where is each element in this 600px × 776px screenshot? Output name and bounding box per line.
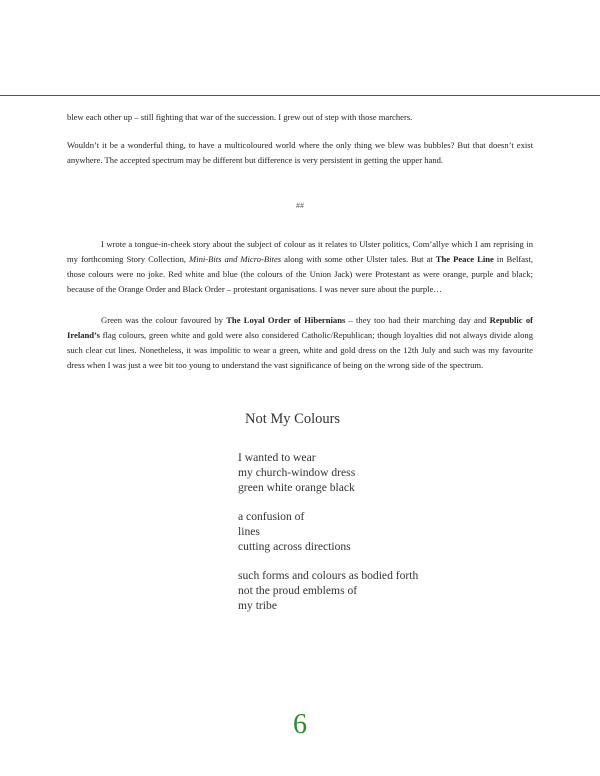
header-rule [0, 95, 600, 96]
hibernians-bold: The Loyal Order of Hibernians [226, 315, 346, 325]
poem-line: a confusion of [238, 510, 305, 524]
book-title-italic: Mini-Bits and Micro-Bites [189, 254, 282, 264]
paragraph-4-text-e: flag colours, green white and gold were also considered Catholic/Republican; though loyalties did not always divide along such clear cut lines. Nonetheless, it was impolitic to wear a green, white and gold dress on the 12th July and such was my favourite dress when I was just a wee bit too young to understand the vast significance of being on the wrong side of the spectrum. [67, 330, 533, 370]
paragraph-3-text-a: I wrote a tongue-in-cheek story about the subject of colour as it relates to Ulster politics, Com’allye which I am reprising in my forthcoming Story Collection, [67, 239, 533, 264]
peace-line-bold: The Peace Line [435, 254, 494, 264]
poem-stanza-1 [238, 451, 418, 495]
section-separator: ## [296, 201, 304, 210]
paragraph-2: Wouldn’t it be a wonderful thing, to have a multicoloured world where the only thing we blew was bubbles? But that doesn’t exist anywhere. The accepted spectrum may be different but difference is very persistent in getting the upper hand. [67, 140, 533, 165]
poem-line: green white orange black [238, 480, 355, 494]
poem-stanza-3 [238, 569, 418, 613]
poem-line: such forms and colours as bodied forth [238, 569, 419, 583]
paragraph-1: blew each other up – still fighting that war of the succession. I grew out of step with those marchers. [67, 112, 413, 122]
poem-title: Not My Colours [245, 411, 341, 427]
poem-line: lines [238, 524, 260, 538]
republic-of-ireland-bold: Republic of Ireland’s [67, 315, 533, 340]
poem-line: cutting across directions [238, 539, 351, 553]
poem-stanza-2 [238, 510, 418, 554]
paragraph-3 [67, 237, 533, 297]
poem-body [238, 451, 418, 629]
paragraph-3-text-e: in Belfast, those colours were no joke. Red white and blue (the colours of the Union Jack) were Protestant as were orange, purple and black; because of the Orange Order and Black Order – protestant organisations. I was never sure about the purple… [67, 254, 533, 294]
poem-line: I wanted to wear [238, 451, 316, 464]
paragraph-4-text-c: – they too had their marching day and [345, 315, 490, 325]
paragraph-3-text-c: along with some other Ulster tales. But at [281, 254, 436, 264]
paragraph-4 [67, 313, 533, 373]
paragraph-4-text-a: Green was the colour favoured by [101, 315, 227, 325]
poem-line: not the proud emblems of [238, 584, 358, 598]
poem-line: my church-window dress [238, 465, 356, 479]
page-number: 6 [293, 709, 307, 740]
poem-line: my tribe [238, 598, 277, 612]
